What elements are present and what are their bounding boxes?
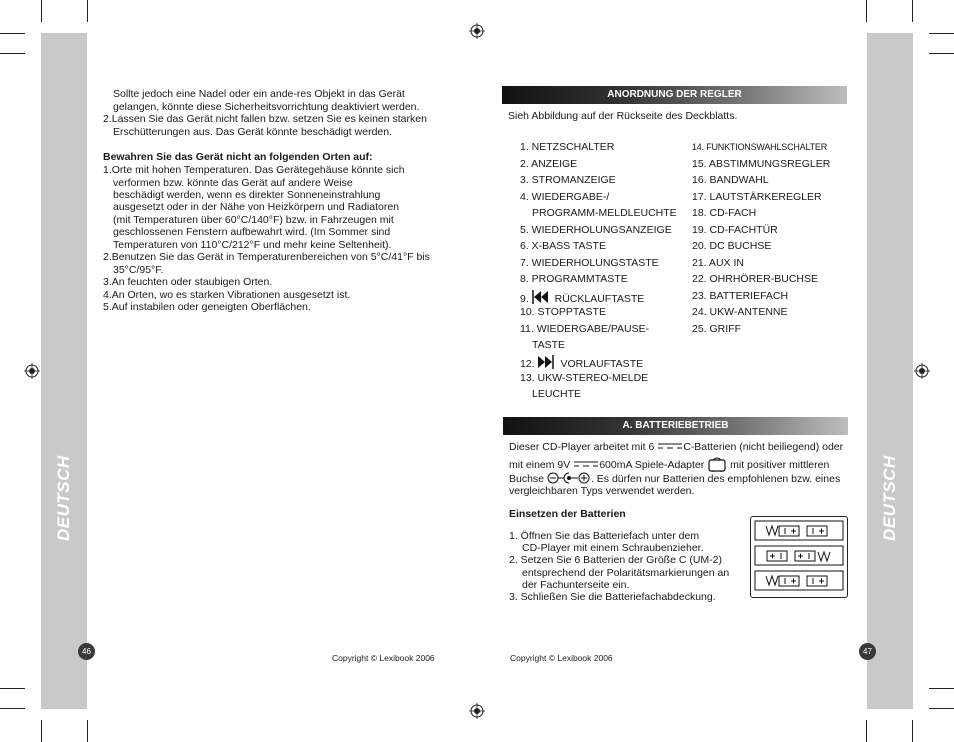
control-item: 17. LAUTSTÄRKEREGLER xyxy=(692,191,822,203)
control-item: 20. DC BUCHSE xyxy=(692,240,772,252)
control-item: 3. STROMANZEIGE xyxy=(520,174,616,186)
battery-heading: A. BATTERIEBETRIEB xyxy=(503,417,848,435)
storage-line: 1.Orte mit hohen Temperaturen. Das Gerätegehäuse könnte sich xyxy=(103,164,405,176)
control-item: 11. WIEDERGABE/PAUSE- xyxy=(520,323,650,335)
battery-compartment-figure xyxy=(750,516,848,598)
control-item: 25. GRIFF xyxy=(692,323,742,335)
crop-mark xyxy=(87,720,88,742)
battery-line-4: vergleichbaren Typs verwendet werden. xyxy=(509,485,695,497)
insert-heading: Einsetzen der Batterien xyxy=(509,508,626,520)
storage-line: ausgesetzt oder in der Nähe von Heizkörpern und Radiatoren xyxy=(113,201,400,213)
battery-text: Buchse xyxy=(509,473,545,485)
control-item: 5. WIEDERHOLUNGSANZEIGE xyxy=(520,224,672,236)
dc-symbol-icon xyxy=(657,442,683,450)
crop-mark xyxy=(87,0,88,22)
polarity-icon xyxy=(547,472,591,484)
intro-line: 2.Lassen Sie das Gerät nicht fallen bzw. setzen Sie es keinen starken xyxy=(103,113,427,125)
storage-line: verformen bzw. könnte das Gerät auf andere Weise xyxy=(113,177,353,189)
control-item: 19. CD-FACHTÜR xyxy=(692,224,778,236)
battery-line-1 xyxy=(509,441,843,454)
registration-mark-icon xyxy=(914,363,930,379)
storage-line: 2.Benutzen Sie das Gerät in Temperaturenbereichen von 5°C/41°F bis xyxy=(103,251,430,263)
control-item: LEUCHTE xyxy=(532,388,582,400)
controls-heading: ANORDNUNG DER REGLER xyxy=(502,86,847,104)
dc-symbol-icon xyxy=(573,460,599,468)
item-number: 12. xyxy=(520,358,535,370)
control-item: 13. UKW-STEREO-MELDE xyxy=(520,372,649,384)
control-item: 23. BATTERIEFACH xyxy=(692,290,789,302)
controls-intro: Sieh Abbildung auf der Rückseite des Deckblatts. xyxy=(508,110,738,122)
crop-mark xyxy=(41,0,42,22)
control-item: 10. STOPPTASTE xyxy=(520,306,606,318)
control-item: PROGRAMM-MELDLEUCHTE xyxy=(532,207,677,219)
crop-mark xyxy=(41,720,42,742)
control-item: 22. OHRHÖRER-BUCHSE xyxy=(692,273,819,285)
control-item: TASTE xyxy=(532,339,566,351)
crop-mark xyxy=(866,720,867,742)
item-number: 9. xyxy=(520,293,529,305)
crop-mark xyxy=(0,53,25,54)
item-label: RÜCKLAUFTASTE xyxy=(554,293,645,305)
control-item-forward xyxy=(520,355,643,370)
control-item: 2. ANZEIGE xyxy=(520,158,578,170)
control-item: 16. BANDWAHL xyxy=(692,174,769,186)
storage-line: 5.Auf instabilen oder geneigten Oberflächen. xyxy=(103,301,311,313)
page-number-left: 46 xyxy=(78,643,95,660)
insert-line: 3. Schließen Sie die Batteriefachabdeckung. xyxy=(509,591,716,603)
battery-text: 600mA Spiele-Adapter xyxy=(599,459,705,471)
storage-line: Temperaturen von 110°C/212°F und mehr keine Seltenheit). xyxy=(113,239,392,251)
battery-text: mit positiver mittleren xyxy=(730,459,830,471)
battery-text: mit einem 9V xyxy=(509,459,571,471)
battery-line-2 xyxy=(509,456,829,472)
insert-line: 1. Öffnen Sie das Batteriefach unter dem xyxy=(509,530,700,542)
battery-text: Dieser CD-Player arbeitet mit 6 xyxy=(509,441,655,453)
insert-line: der Fachunterseite ein. xyxy=(522,579,630,591)
crop-mark xyxy=(929,688,954,689)
battery-text: C-Batterien (nicht beiliegend) oder xyxy=(683,441,844,453)
control-item: 6. X-BASS TASTE xyxy=(520,240,606,252)
crop-mark xyxy=(0,33,25,34)
storage-line: geschlossenen Fenstern aufbewahrt wird. (Im Sommer sind xyxy=(113,226,391,238)
page-number-right: 47 xyxy=(859,643,876,660)
registration-mark-icon xyxy=(469,23,485,39)
right-side-band xyxy=(867,33,913,709)
control-item: 15. ABSTIMMUNGSREGLER xyxy=(692,158,831,170)
storage-line: 35°C/95°F. xyxy=(113,264,164,276)
insert-line: CD-Player mit einem Schraubenzieher. xyxy=(522,542,704,554)
battery-text: . Es dürfen nur Batterien des empfohlenen bzw. eines xyxy=(590,473,841,485)
storage-line: 4.An Orten, wo es starken Vibrationen ausgesetzt ist. xyxy=(103,289,351,301)
battery-line-3 xyxy=(509,472,840,486)
side-label-right: DEUTSCH xyxy=(880,455,899,541)
control-item: 14. FUNKTIONSWAHLSCHALTER xyxy=(692,142,828,152)
insert-line: 2. Setzen Sie 6 Batterien der Größe C (UM-2) xyxy=(509,554,722,566)
left-side-band xyxy=(41,33,87,709)
control-item: 4. WIEDERGABE-/ xyxy=(520,191,610,203)
control-item: 8. PROGRAMMTASTE xyxy=(520,273,628,285)
storage-line: (mit Temperaturen über 60°C/140°F) bzw. in Fahrzeugen mit xyxy=(113,214,394,226)
crop-mark xyxy=(929,708,954,709)
side-label-left: DEUTSCH xyxy=(54,455,73,541)
storage-line: beschädigt werden, wenn es direkter Sonneneinstrahlung xyxy=(113,189,381,201)
copyright-left: Copyright © Lexibook 2006 xyxy=(332,653,435,663)
storage-heading: Bewahren Sie das Gerät nicht an folgenden Orten auf: xyxy=(103,151,373,163)
intro-line: Sollte jedoch eine Nadel oder ein ande-res Objekt in das Gerät xyxy=(113,88,405,100)
insert-line: entsprechend der Polaritätsmarkierungen an xyxy=(522,567,730,579)
adapter-icon xyxy=(707,456,727,472)
intro-line: Erschütterungen aus. Das Gerät könnte beschädigt werden. xyxy=(113,126,392,138)
rewind-icon xyxy=(532,290,548,304)
crop-mark xyxy=(929,33,954,34)
registration-mark-icon xyxy=(469,703,485,719)
forward-icon xyxy=(538,355,554,369)
crop-mark xyxy=(912,0,913,22)
control-item: 1. NETZSCHALTER xyxy=(520,141,615,153)
crop-mark xyxy=(929,53,954,54)
control-item: 21. AUX IN xyxy=(692,257,744,269)
intro-line: gelangen, könnte diese Sicherheitsvorrichtung deaktiviert werden. xyxy=(113,101,420,113)
registration-mark-icon xyxy=(24,363,40,379)
storage-line: 3.An feuchten oder staubigen Orten. xyxy=(103,276,273,288)
crop-mark xyxy=(866,0,867,22)
crop-mark xyxy=(0,708,25,709)
control-item: 7. WIEDERHOLUNGSTASTE xyxy=(520,257,659,269)
item-label: VORLAUFTASTE xyxy=(560,358,644,370)
control-item: 24. UKW-ANTENNE xyxy=(692,306,788,318)
copyright-right: Copyright © Lexibook 2006 xyxy=(510,653,613,663)
crop-mark xyxy=(912,720,913,742)
control-item-rewind xyxy=(520,290,644,305)
crop-mark xyxy=(0,688,25,689)
control-item: 18. CD-FACH xyxy=(692,207,757,219)
battery-icon xyxy=(751,517,847,597)
